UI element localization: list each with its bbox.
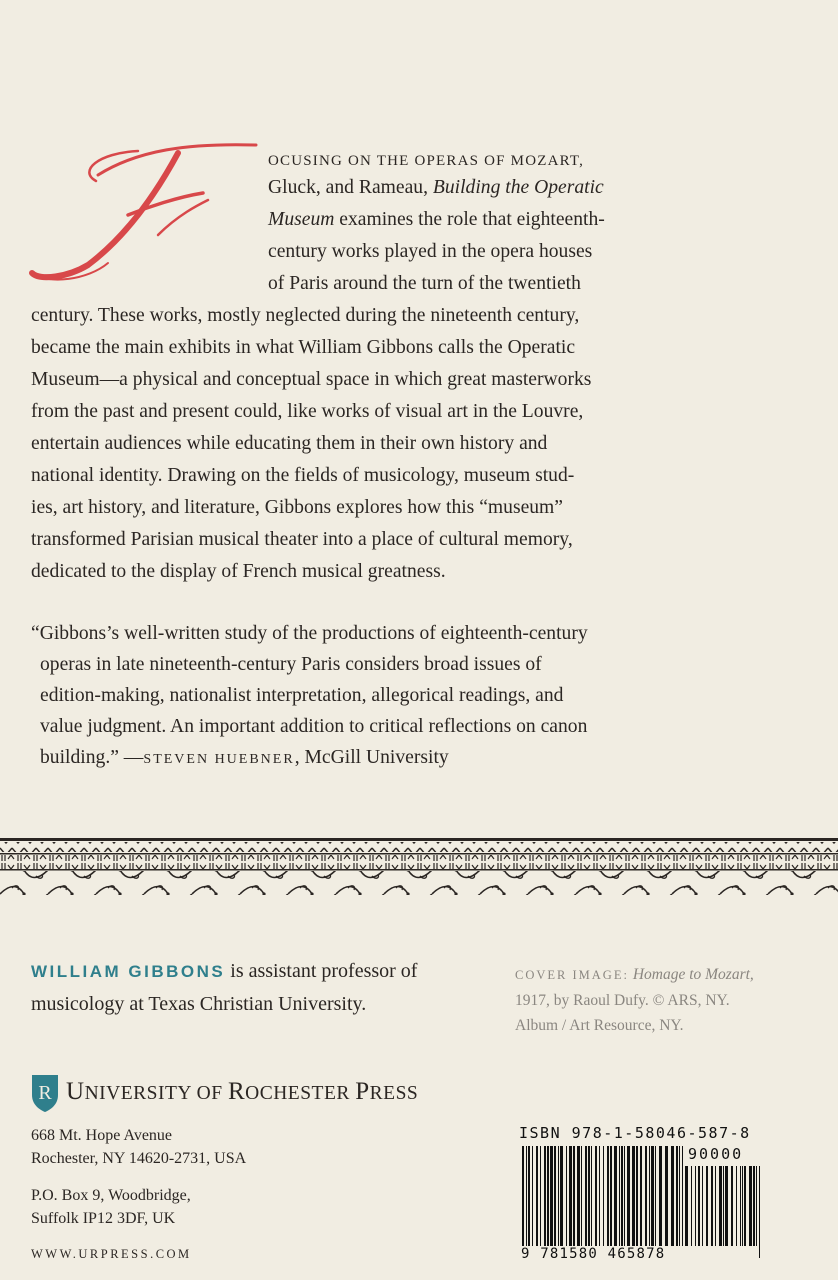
publisher-name <box>66 1078 418 1106</box>
publisher-name-part: OCHESTER <box>245 1083 356 1104</box>
quote-line: operas in late nineteenth-century Paris considers broad issues of <box>40 654 542 675</box>
barcode-bar <box>742 1166 743 1246</box>
cover-credit-line: Album / Art Resource, NY. <box>515 1017 684 1034</box>
publisher-initial: P <box>355 1078 370 1105</box>
description-line <box>31 332 575 364</box>
barcode-bar <box>655 1146 656 1246</box>
bio-text: musicology at Texas Christian University. <box>31 993 367 1015</box>
author-name: WILLIAM GIBBONS <box>31 962 226 981</box>
barcode-bar <box>577 1146 580 1246</box>
barcode-bar <box>723 1166 724 1246</box>
barcode-bar <box>702 1166 703 1246</box>
logo-letter: R <box>38 1082 52 1104</box>
barcode-bar <box>627 1146 630 1246</box>
author-bio <box>31 955 451 1020</box>
barcode-bar <box>651 1146 654 1246</box>
barcode-digits: 9 781580 465878 <box>521 1246 666 1262</box>
address-line: P.O. Box 9, Woodbridge, <box>31 1187 191 1204</box>
description-text: century. These works, mostly neglected during the nineteenth century, <box>31 305 580 326</box>
description-text: examines the role that eighteenth- <box>334 209 605 230</box>
book-title: Museum <box>268 209 335 230</box>
ornamental-border <box>0 834 838 896</box>
barcode-bar <box>581 1146 582 1246</box>
cover-label: COVER IMAGE: <box>515 968 629 982</box>
barcode-bar <box>715 1166 716 1246</box>
barcode-bar <box>591 1146 592 1246</box>
price-code: 90000 <box>688 1145 744 1163</box>
publisher-name-part: NIVERSITY OF <box>84 1083 228 1104</box>
description-text: century works played in the opera houses <box>268 241 593 262</box>
barcode-bar <box>621 1146 623 1246</box>
barcode-bar <box>740 1166 741 1246</box>
cover-credit-line: 1917, by Raoul Dufy. © ARS, NY. <box>515 992 730 1009</box>
barcode-bar <box>566 1146 567 1246</box>
barcode-bar <box>569 1146 572 1246</box>
barcode-bar <box>614 1146 617 1246</box>
barcode-bar <box>588 1146 590 1246</box>
barcode-bar <box>607 1146 609 1246</box>
quote-line: “Gibbons’s well-written study of the productions of eighteenth-century <box>31 623 588 644</box>
barcode-bar <box>753 1166 755 1246</box>
description-line <box>31 460 574 492</box>
barcode-bar <box>711 1166 713 1246</box>
barcode-bar <box>698 1166 700 1246</box>
barcode-bar <box>649 1146 650 1246</box>
barcode-bar <box>610 1146 612 1246</box>
barcode-bar <box>749 1166 752 1246</box>
cover-title: Homage to Mozart, <box>632 966 754 983</box>
barcode-bar <box>554 1146 556 1246</box>
description-text: from the past and present could, like works of visual art in the Louvre, <box>31 401 584 422</box>
address-line: Suffolk IP12 3DF, UK <box>31 1210 176 1227</box>
barcode-bar <box>536 1146 538 1246</box>
barcode-bar <box>636 1146 638 1246</box>
barcode-bar <box>645 1146 647 1246</box>
barcode-bar <box>595 1146 597 1246</box>
barcode-bar <box>719 1166 722 1246</box>
publisher-name-part: RESS <box>369 1083 419 1104</box>
description-text: Gluck, and Rameau, <box>268 177 433 198</box>
barcode-bar <box>573 1146 575 1246</box>
book-title: Building the Operatic <box>432 177 604 198</box>
publisher-shield-icon <box>30 1073 60 1113</box>
description-line <box>268 236 592 268</box>
description-text: Museum—a physical and conceptual space in which great masterworks <box>31 369 592 390</box>
barcode-bar <box>744 1166 746 1246</box>
barcode-bar <box>682 1146 683 1246</box>
barcode-bar <box>522 1146 524 1258</box>
description-text: dedicated to the display of French musical greatness. <box>31 561 446 582</box>
description-text: entertain audiences while educating them in their own history and <box>31 433 548 454</box>
barcode-bar <box>624 1146 625 1246</box>
description-line <box>31 396 583 428</box>
description-text: became the main exhibits in what William Gibbons calls the Operatic <box>31 337 576 358</box>
description-line <box>268 204 605 236</box>
quote-last-text: building.” — <box>40 747 144 768</box>
description-text: transformed Parisian musical theater into a place of cultural memory, <box>31 529 573 550</box>
quote-line: edition-making, nationalist interpretation, allegorical readings, and <box>40 685 564 706</box>
description-line <box>268 268 581 300</box>
quote-line: value judgment. An important addition to critical reflections on canon <box>40 716 588 737</box>
isbn-label: ISBN 978-1-58046-587-8 <box>519 1124 751 1142</box>
description-text: OCUSING ON THE OPERAS OF MOZART, <box>268 153 585 169</box>
barcode-bar <box>685 1166 688 1246</box>
address-line: 668 Mt. Hope Avenue <box>31 1127 173 1144</box>
barcode-bar <box>550 1146 553 1246</box>
barcode-bar <box>736 1166 737 1246</box>
description-text: national identity. Drawing on the fields of musicology, museum stud- <box>31 465 575 486</box>
barcode-bar <box>603 1146 604 1246</box>
reviewer-affiliation: , McGill University <box>294 747 449 768</box>
barcode-bar <box>558 1146 559 1246</box>
quote-attribution-line <box>40 742 449 775</box>
barcode-bar <box>619 1146 620 1246</box>
description-line <box>31 524 573 556</box>
barcode-bar <box>526 1146 527 1246</box>
barcode-bar <box>759 1166 760 1258</box>
barcode-bar <box>599 1146 600 1246</box>
publisher-initial: R <box>227 1078 246 1105</box>
barcode-bar <box>659 1146 662 1246</box>
description-text: ies, art history, and literature, Gibbons explores how this “museum” <box>31 497 563 518</box>
barcode-bar <box>695 1166 696 1246</box>
description-line <box>31 492 563 524</box>
barcode-bar <box>671 1146 674 1246</box>
barcode-bar <box>640 1146 642 1258</box>
publisher-initial: U <box>66 1078 85 1105</box>
barcode-bar <box>706 1166 708 1246</box>
barcode-bar <box>544 1146 546 1246</box>
description-line <box>31 364 591 396</box>
barcode-bar <box>585 1146 587 1246</box>
barcode-bar <box>528 1146 530 1246</box>
cover-credit <box>515 962 815 1038</box>
description-line <box>31 428 547 460</box>
barcode-bar <box>547 1146 549 1246</box>
address-line: Rochester, NY 14620-2731, USA <box>31 1150 247 1167</box>
reviewer-name: STEVEN HUEBNER <box>143 752 295 767</box>
barcode-bar <box>540 1146 541 1246</box>
description-line <box>31 300 579 332</box>
barcode-bar <box>725 1166 728 1246</box>
barcode-bar <box>676 1146 678 1246</box>
barcode-bar <box>691 1166 692 1246</box>
barcode-bar <box>731 1166 733 1246</box>
barcode-bar <box>532 1146 533 1246</box>
dropcap-letter-f <box>28 135 260 285</box>
barcode-bar <box>756 1166 757 1246</box>
barcode-bar <box>560 1146 563 1246</box>
description-line <box>268 172 604 204</box>
barcode-bar <box>665 1146 668 1246</box>
barcode-bar <box>679 1146 680 1246</box>
website-link[interactable]: WWW.URPRESS.COM <box>31 1247 192 1261</box>
description-text: of Paris around the turn of the twentieth <box>268 273 581 294</box>
bio-text: is assistant professor of <box>225 960 418 982</box>
description-line <box>31 556 446 588</box>
barcode-bar <box>632 1146 635 1246</box>
